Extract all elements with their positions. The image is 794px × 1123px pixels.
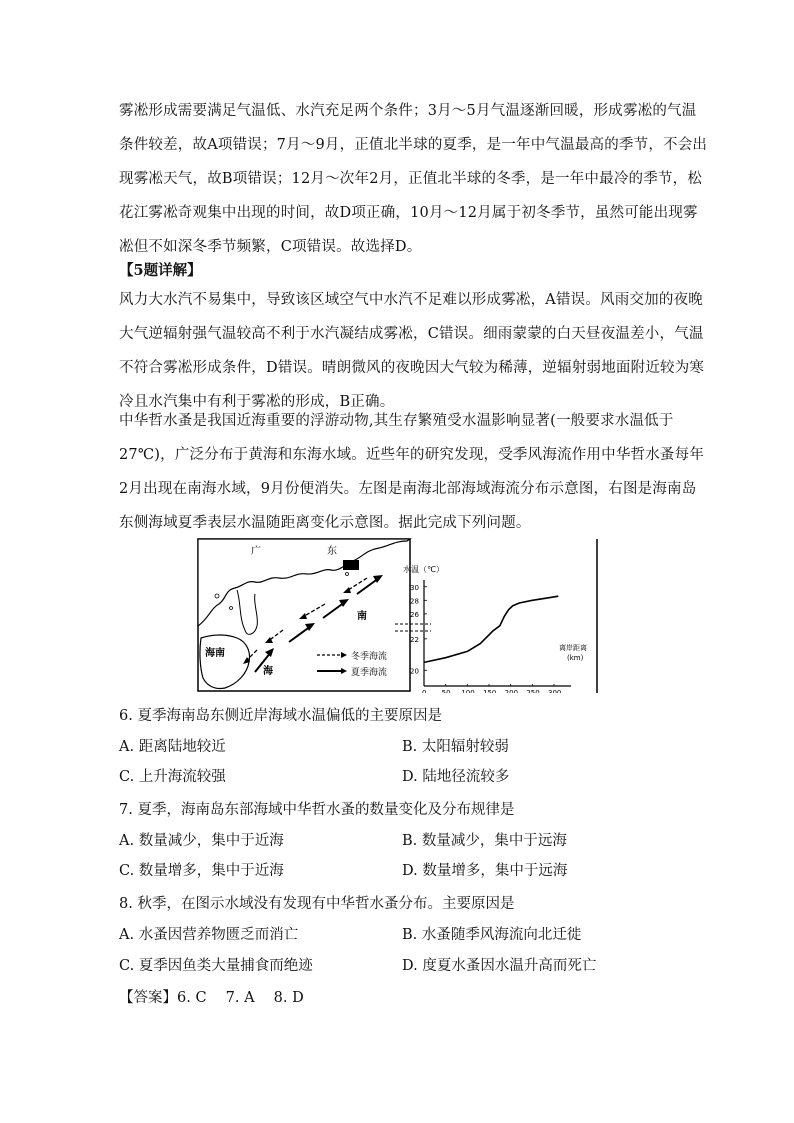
q6-option-b[interactable]: B. 太阳辐射较弱 [402, 739, 509, 755]
y-tick-label: 30 [410, 583, 419, 592]
map-label-dong: 东 [327, 546, 337, 557]
q5-heading: 【5题详解】 [119, 262, 202, 279]
q7-option-b[interactable]: B. 数量减少，集中于远海 [402, 833, 567, 849]
figure [197, 538, 598, 693]
q7-option-c[interactable]: C. 数量增多，集中于近海 [119, 863, 284, 879]
legend-winter: 冬季海流 [351, 652, 388, 662]
question-7-stem: 7. 夏季，海南岛东部海域中华哲水蚤的数量变化及分布规律是 [119, 802, 515, 818]
x-tick-label: 0 [422, 689, 427, 693]
q6-option-c[interactable]: C. 上升海流较强 [119, 769, 226, 785]
q6-option-a[interactable]: A. 距离陆地较近 [119, 739, 226, 755]
x-tick-label: 150 [483, 689, 497, 693]
chart-ylabel: 水温（℃） [403, 565, 444, 574]
q7-option-a[interactable]: A. 数量减少，集中于近海 [119, 833, 284, 849]
y-tick-label: 26 [410, 610, 419, 619]
chart-xlabel: 离岸距离 [559, 644, 587, 652]
question-8-stem: 8. 秋季，在图示水域没有发现有中华哲水蚤分布。主要原因是 [119, 896, 515, 912]
x-tick-label: 200 [504, 689, 519, 693]
map-label-guang: 广 [251, 546, 261, 557]
x-tick-label: 50 [441, 689, 451, 693]
map-label-hainan: 海南 [205, 648, 225, 659]
chart-xlabel-unit: (km) [567, 654, 584, 662]
y-tick-label: 28 [410, 597, 419, 606]
explanation-q4: 雾凇形成需要满足气温低、水汽充足两个条件；3月～5月气温逐渐回暖，形成雾凇的气温条件较差，故A项错误；7月～9月，正值北半球的夏季，是一年中气温最高的季节，不会出现雾凇天气，故B项错误；12月～次年2月，正值北半球的冬季，是一年中最冷的季节，松花江雾凇奇观集中出现的时间，故D项正确，10月～12月属于初冬季节，虽然可能出现雾凇但不如深冬季节频繁，C项错误。故选择D。 [119, 103, 708, 255]
question-6-stem: 6. 夏季海南岛东侧近岸海域水温偏低的主要原因是 [119, 708, 442, 724]
water-temperature-chart [395, 564, 587, 693]
figure-svg [197, 538, 598, 693]
q6-option-d[interactable]: D. 陆地径流较多 [402, 769, 510, 785]
x-tick-label: 250 [526, 689, 540, 693]
temperature-line [424, 596, 558, 662]
map-label-nan: 南 [357, 611, 367, 622]
ocean-current-map [198, 539, 410, 691]
q8-option-c[interactable]: C. 夏季因鱼类大量捕食而绝迹 [119, 958, 313, 974]
passage-intro: 中华哲水蚤是我国近海重要的浮游动物,其生存繁殖受水温影响显著(一般要求水温低于27℃)，广泛分布于黄海和东海水域。近些年的研究发现，受季风海流作用中华哲水蚤每年2月出现在南海水域，9月份便消失。左图是南海北部海域海流分布示意图，右图是海南岛东侧海域夏季表层水温随距离变化示意图。据此完成下列问题。 [119, 413, 705, 531]
explanation-q5: 风力大水汽不易集中，导致该区域空气中水汽不足难以形成雾凇，A错误。风雨交加的夜晚大气逆辐射强气温较高不利于水汽凝结成雾凇，C错误。细雨蒙蒙的白天昼夜温差小，气温不符合雾凇形成条件，D错误。晴朗微风的夜晚因大气较为稀薄，逆辐射弱地面附近较为寒冷且水汽集中有利于雾凇的形成，B正确。 [119, 292, 705, 410]
answer-key: 【答案】6. C 7. A 8. D [119, 990, 304, 1006]
q8-option-a[interactable]: A. 水蚤因营养物匮乏而消亡 [119, 927, 299, 943]
y-tick-label: 22 [410, 635, 419, 644]
y-tick-label: 20 [410, 667, 419, 676]
map-label-hai: 海 [263, 666, 273, 677]
q8-option-d[interactable]: D. 度夏水蚤因水温升高而死亡 [402, 958, 597, 974]
legend-summer: 夏季海流 [351, 668, 388, 678]
x-tick-label: 300 [548, 689, 562, 693]
x-tick-label: 100 [461, 689, 475, 693]
q8-option-b[interactable]: B. 水蚤随季风海流向北迁徙 [402, 927, 582, 943]
q7-option-d[interactable]: D. 数量增多，集中于远海 [402, 863, 568, 879]
